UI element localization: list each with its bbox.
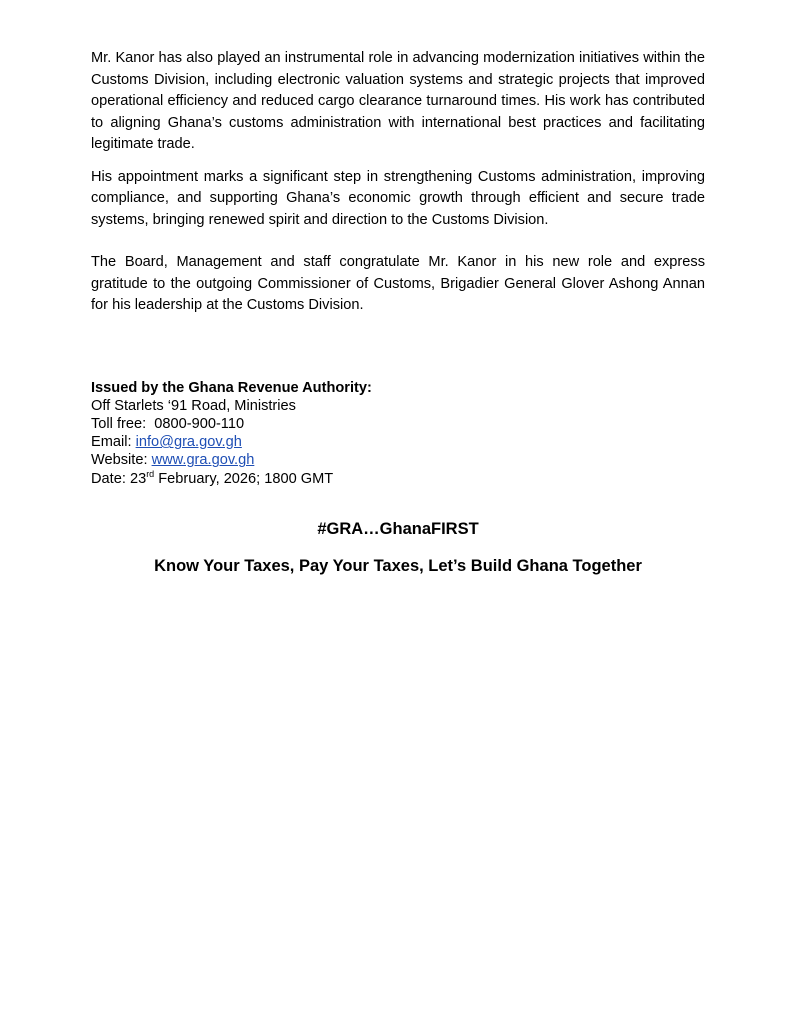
- hashtag-heading: #GRA…GhanaFIRST: [317, 519, 479, 538]
- date-label: Date:: [91, 470, 126, 487]
- issuer-address: Off Starlets ‘91 Road, Ministries: [91, 397, 296, 414]
- paragraph-modernization: Mr. Kanor has also played an instrumental role in advancing modernization initiatives within the Customs Division, including electronic valuation systems and strategic projects that improved operational efficiency and reduced cargo clearance turnaround times. His work has contributed to aligning Ghana’s customs administration with international best practices and facilitating legitimate trade.: [91, 50, 705, 152]
- issuer-website: [91, 451, 705, 469]
- tollfree-label: Toll free:: [91, 415, 147, 432]
- paragraph-appointment: His appointment marks a significant step in strengthening Customs administration, improving compliance, and supporting Ghana’s economic growth through efficient and secure trade systems, bringing renewed spirit and direction to the Customs Division.: [91, 168, 705, 228]
- email-link[interactable]: info@gra.gov.gh: [135, 434, 242, 451]
- document-page: [91, 40, 705, 576]
- website-label: Website:: [91, 452, 148, 469]
- issuer-heading: Issued by the Ghana Revenue Authority:: [91, 379, 372, 396]
- tollfree-number: 0800-900-110: [154, 415, 245, 432]
- email-label: Email:: [91, 434, 132, 451]
- paragraph-congratulations: The Board, Management and staff congratulate Mr. Kanor in his new role and express gratitude to the outgoing Commissioner of Customs, Brigadier General Glover Ashong Annan for his leadership at the Customs Division.: [91, 254, 705, 313]
- issuer-tollfree: [91, 415, 705, 433]
- issuer-block: [91, 379, 705, 488]
- issuer-date: [91, 470, 705, 488]
- date-rest: February, 2026; 1800 GMT: [158, 470, 334, 487]
- slogan-heading: Know Your Taxes, Pay Your Taxes, Let’s Build Ghana Together: [154, 556, 642, 575]
- date-ordinal-suffix: rd: [146, 468, 155, 479]
- issuer-email: [91, 433, 705, 451]
- website-link[interactable]: www.gra.gov.gh: [151, 452, 255, 469]
- date-day: 23: [129, 470, 147, 487]
